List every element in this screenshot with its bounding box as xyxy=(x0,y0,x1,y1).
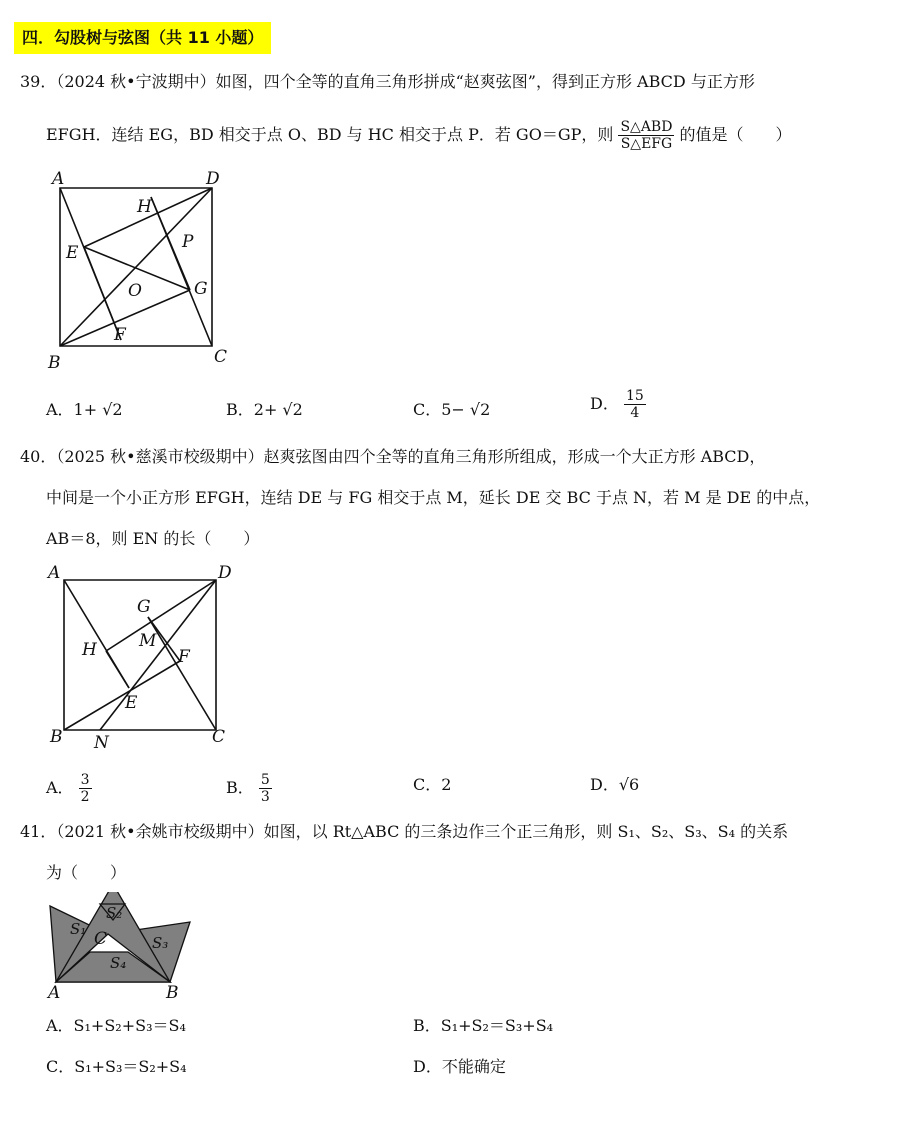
q40-label-a: A xyxy=(48,563,61,583)
q41-label-b: B xyxy=(166,983,179,1003)
q41-figure xyxy=(40,892,200,1004)
q39-area-fraction xyxy=(618,119,674,152)
q40-option-c: C．2 xyxy=(413,775,452,794)
q39-label-d: D xyxy=(206,169,220,189)
q41-label-s4: S₄ xyxy=(110,954,127,972)
q39-line2-pre: EFGH．连结 EG，BD 相交于点 O、BD 与 HC 相交于点 P．若 GO＝GP，则 xyxy=(46,125,614,144)
q40-option-b-prefix: B． xyxy=(226,778,254,797)
q41-label-s2: S₂ xyxy=(106,904,123,922)
q40-option-b xyxy=(226,772,272,805)
q39-label-b: B xyxy=(48,353,61,372)
q41-label-s1: S₁ xyxy=(70,920,87,938)
q39-line1: 39．（2024 秋•宁波期中）如图，四个全等的直角三角形拼成“赵爽弦图”，得到正方形 ABCD 与正方形 xyxy=(20,72,755,91)
q39-figure xyxy=(40,166,240,372)
q40-option-a-prefix: A． xyxy=(46,778,74,797)
q39-option-b: B．2+ √2 xyxy=(226,400,303,419)
q40-option-a-fraction xyxy=(79,772,92,805)
q39-label-h: H xyxy=(137,197,152,217)
q39-frac-num: S△ABD xyxy=(620,119,673,135)
q39-label-o: O xyxy=(128,281,142,301)
q40-line1: 40．（2025 秋•慈溪市校级期中）赵爽弦图由四个全等的直角三角形所组成，形成一个大正方形 ABCD， xyxy=(20,447,766,466)
q40-label-c: C xyxy=(212,727,226,747)
q40-figure xyxy=(40,560,250,756)
q40-label-f: F xyxy=(178,647,190,667)
q40-option-b-num: 5 xyxy=(260,772,270,788)
q39-option-d-num: 15 xyxy=(625,388,644,404)
q40-option-d: D．√6 xyxy=(590,775,640,794)
q40-option-b-fraction xyxy=(259,772,272,805)
q39-frac-den: S△EFG xyxy=(620,136,673,152)
q39-line2-post: 的值是（ ） xyxy=(679,125,792,144)
q40-option-a xyxy=(46,772,92,805)
q40-label-h: H xyxy=(82,640,97,660)
q40-line-dh xyxy=(106,580,216,651)
q41-option-d: D．不能确定 xyxy=(413,1057,506,1076)
q40-label-n: N xyxy=(94,733,109,753)
q40-line-he xyxy=(106,651,129,688)
q39-label-c: C xyxy=(214,347,228,367)
q39-option-a: A．1+ √2 xyxy=(46,400,123,419)
q39-option-c: C．5− √2 xyxy=(413,400,491,419)
section-title: 四．勾股树与弦图（共 11 小题） xyxy=(14,22,271,54)
q41-option-a: A．S₁+S₂+S₃＝S₄ xyxy=(46,1016,186,1035)
q41-label-a: A xyxy=(48,983,61,1003)
q39-option-d xyxy=(590,388,646,421)
q39-option-d-den: 4 xyxy=(630,405,640,421)
q39-option-d-fraction xyxy=(624,388,646,421)
q39-label-f: F xyxy=(114,325,126,345)
q40-label-b: B xyxy=(50,727,63,747)
q39-label-e: E xyxy=(66,243,79,263)
q40-label-g: G xyxy=(137,597,151,617)
q40-label-e: E xyxy=(125,693,138,713)
q39-label-a: A xyxy=(52,169,65,189)
q39-option-d-prefix: D． xyxy=(590,394,619,413)
q40-line-dn xyxy=(100,580,216,730)
q39-line2 xyxy=(46,119,792,152)
q39-diagonal-bd xyxy=(60,188,212,346)
q40-line-bf xyxy=(64,661,180,730)
q40-option-b-den: 3 xyxy=(260,789,270,805)
q40-option-a-num: 3 xyxy=(80,772,90,788)
q40-line2: 中间是一个小正方形 EFGH，连结 DE 与 FG 相交于点 M，延长 DE 交 BC 于点 N，若 M 是 DE 的中点， xyxy=(46,488,821,507)
q41-line2: 为（ ） xyxy=(46,863,127,882)
q40-label-d: D xyxy=(218,563,232,583)
q41-label-c: C xyxy=(94,929,108,949)
q41-label-s3: S₃ xyxy=(152,934,169,952)
q39-label-p: P xyxy=(182,232,194,252)
q40-line3: AB＝8，则 EN 的长（ ） xyxy=(46,529,260,548)
q40-label-m: M xyxy=(139,631,157,651)
q41-line1: 41．（2021 秋•余姚市校级期中）如图，以 Rt△ABC 的三条边作三个正三角形，则 S₁、S₂、S₃、S₄ 的关系 xyxy=(20,822,789,841)
q41-option-c: C．S₁+S₃＝S₂+S₄ xyxy=(46,1057,187,1076)
q40-option-a-den: 2 xyxy=(80,789,90,805)
q41-option-b: B．S₁+S₂＝S₃+S₄ xyxy=(413,1016,554,1035)
q39-label-g: G xyxy=(194,279,208,299)
